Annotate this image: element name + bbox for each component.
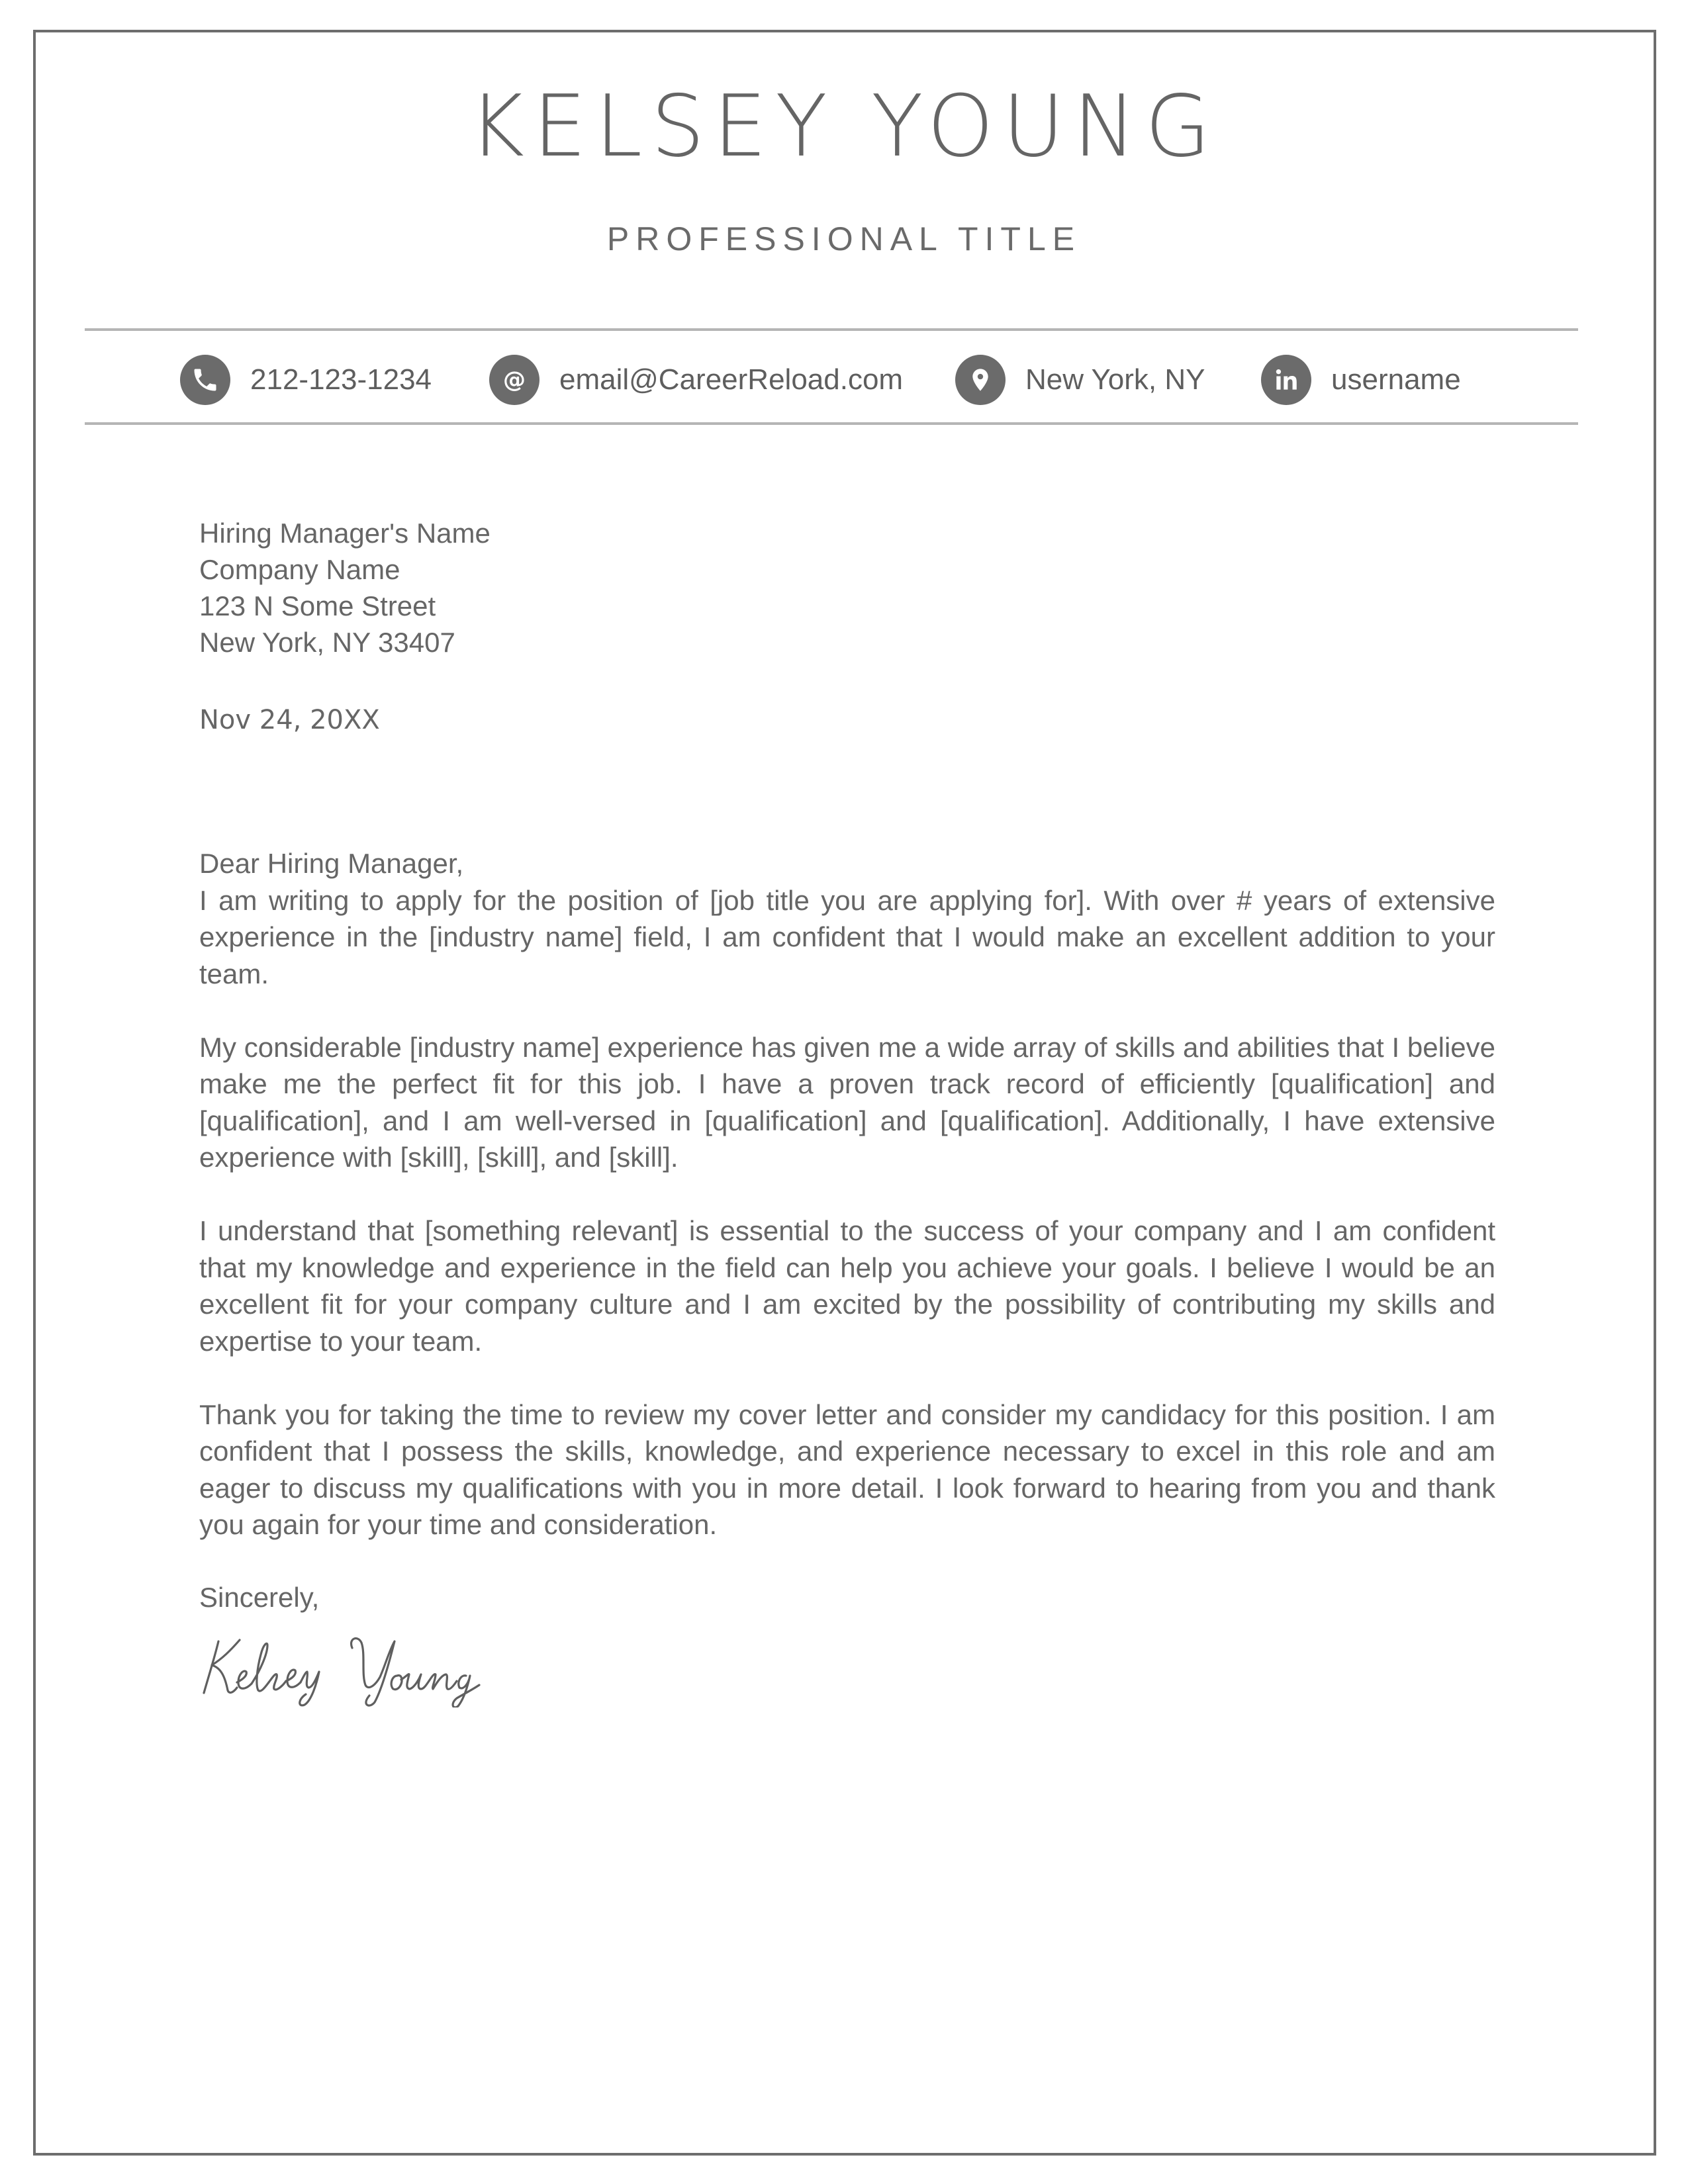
svg-text:@: @ [503, 367, 526, 393]
recipient-address [199, 515, 491, 660]
letter-date: Nov 24, 20XX [199, 705, 380, 735]
paragraph-2: My considerable [industry name] experience has given me a wide array of skills and abilities that I believe make me the perfect fit for this job. I have a proven track record of efficiently [qualification] and [qualification], and I am well-versed in [qualification] and [qualification]. Additionally, I have extensive experience with [skill], [skill], and [skill]. [199, 1031, 1495, 1173]
email-address: email@CareerReload.com [559, 363, 904, 396]
paragraph-1: I am writing to apply for the position of [job title you are applying for]. With over # years of extensive experience in the [industry name] field, I am confident that I would make an excellent addition to your team. [199, 884, 1495, 989]
paragraph-3: I understand that [something relevant] is essential to the success of your company and I am confident that my knowledge and experience in the field can help you achieve your goals. I believe I would be an excellent fit for your company culture and I am excited by the possibility of contributing my skills and expertise to your team. [199, 1215, 1495, 1357]
contact-linkedin [1261, 355, 1461, 405]
signature [199, 1621, 530, 1707]
contact-location [955, 355, 1205, 405]
recipient-city: New York, NY 33407 [199, 627, 455, 658]
map-pin-icon [955, 355, 1006, 405]
linkedin-username: username [1331, 363, 1461, 396]
greeting: Dear Hiring Manager, [199, 848, 464, 879]
recipient-name: Hiring Manager's Name [199, 518, 491, 549]
phone-icon [180, 355, 230, 405]
closing: Sincerely, [199, 1582, 320, 1613]
applicant-name: KELSEY YOUNG [469, 77, 1219, 176]
recipient-street: 123 N Some Street [199, 590, 436, 621]
contact-phone [180, 355, 432, 405]
paragraph-4: Thank you for taking the time to review my cover letter and consider my candidacy for this position. I am confident that I possess the skills, knowledge, and experience necessary to excel in this role and am eager to discuss my qualifications with you in more detail. I look forward to hearing from you and thank you again for your time and consideration. [199, 1398, 1495, 1540]
professional-title: PROFESSIONAL TITLE [606, 220, 1082, 257]
phone-number: 212-123-1234 [250, 363, 432, 396]
letter-body [199, 845, 1495, 1580]
at-icon [489, 355, 539, 405]
contact-email [489, 355, 903, 405]
contact-divider-bottom [85, 422, 1578, 425]
linkedin-icon [1261, 355, 1311, 405]
location-text: New York, NY [1025, 363, 1205, 396]
contact-divider-top [85, 328, 1578, 331]
recipient-company: Company Name [199, 554, 400, 585]
